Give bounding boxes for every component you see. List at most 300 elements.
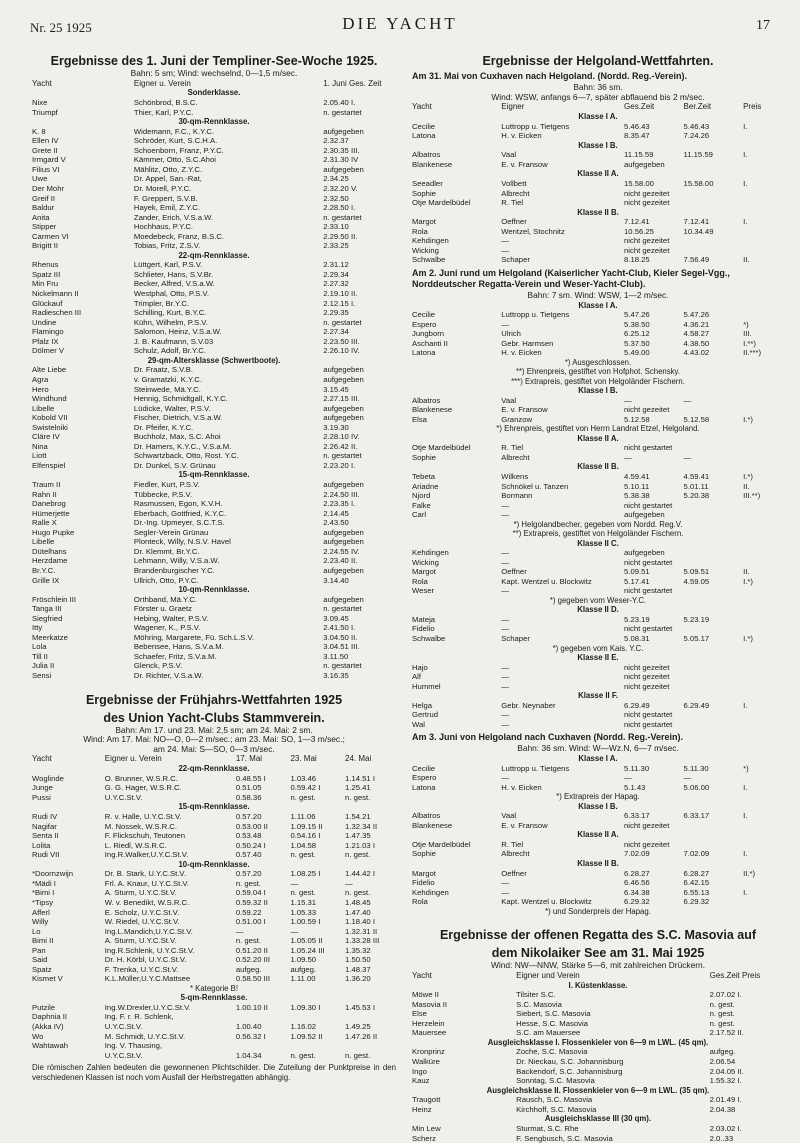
time-value: 8.18.25 <box>624 255 680 265</box>
footnote: * Kategorie B! <box>32 984 396 993</box>
yacht-name: Lo <box>32 927 105 937</box>
time-value: 3.09.45 <box>323 614 396 624</box>
time-value: 7.02.09 <box>684 849 740 859</box>
time-value: 2.17.52 II. <box>710 1028 784 1038</box>
time-value: 0.56.32 I <box>236 1032 287 1042</box>
result-row <box>412 405 784 415</box>
result-row <box>32 394 396 404</box>
time-value: nicht gezeitet <box>624 198 680 208</box>
owner-club: Tilsiter S.C. <box>516 990 702 1000</box>
magazine-title: DIE YACHT <box>30 14 770 34</box>
result-row <box>412 1076 784 1086</box>
time-value: 0.51.05 <box>236 783 287 793</box>
time-value: 1.05.24 III <box>290 946 341 956</box>
yacht-name: Senta II <box>32 831 105 841</box>
owner-club: Albrecht <box>501 849 620 859</box>
time-value: 0.59.04 I <box>236 888 287 898</box>
section-subtitle: Bahn: 36 sm. Wind: W—Wz.N, 6—7 m/sec. <box>412 744 784 754</box>
result-row <box>412 567 784 577</box>
owner-club: L. Riedl, W.S.R.C. <box>105 841 236 851</box>
owner-club: Westphal, Otto, P.S.V. <box>134 289 316 299</box>
time-value: n. gest. <box>290 850 341 860</box>
time-value: 2.29.50 II. <box>323 232 396 242</box>
owner-club: Oeffner <box>501 869 620 879</box>
owner-club: H. v. Eicken <box>501 348 620 358</box>
result-row <box>32 289 396 299</box>
result-row <box>32 671 396 681</box>
time-value: 5.1.43 <box>624 783 680 793</box>
time-value: 2.27.15 III. <box>323 394 396 404</box>
owner-club: Kirchhoff, S.C. Masovia <box>516 1105 702 1115</box>
class-heading: Klasse II B. <box>412 208 784 218</box>
class-heading: Sonderklasse. <box>32 88 396 98</box>
time-value: 7.12.41 <box>624 217 680 227</box>
yacht-name: Rola <box>412 897 501 907</box>
result-row <box>32 108 396 118</box>
result-row <box>32 537 396 547</box>
time-value: 15.58.00 <box>684 179 740 189</box>
time-value: 5.49.00 <box>624 348 680 358</box>
owner-club: Dr. H. Körbl, U.Y.C.St.V. <box>105 955 236 965</box>
time-value: aufgegeben <box>323 528 396 538</box>
yacht-name: Fröschlein III <box>32 595 127 605</box>
owner-club: Ing. V. Thausing, <box>105 1041 236 1051</box>
column-header: Ges.Zeit <box>624 102 680 112</box>
time-value: 0.57.20 <box>236 869 287 879</box>
time-value: 1.14.51 I <box>345 774 396 784</box>
yacht-name: Wo <box>32 1032 105 1042</box>
right-column <box>412 50 784 1120</box>
result-row <box>32 165 396 175</box>
time-value: nicht gestartet <box>624 558 680 568</box>
class-heading: Klasse II B. <box>412 462 784 472</box>
result-row <box>32 879 396 889</box>
yacht-name: Grille IX <box>32 576 127 586</box>
time-value: 2.32.20 V. <box>323 184 396 194</box>
yacht-name: Fidelio <box>412 624 501 634</box>
result-row <box>32 308 396 318</box>
yacht-name: Espero <box>412 320 501 330</box>
yacht-name: Dölmer V <box>32 346 127 356</box>
result-row <box>32 279 396 289</box>
time-value: n. gest. <box>345 888 396 898</box>
time-value: — <box>290 879 341 889</box>
result-row <box>32 917 396 927</box>
yacht-name: Willy <box>32 917 105 927</box>
owner-club: Schilling, Kurt, B.Y.C. <box>134 308 316 318</box>
yacht-name: Min Fru <box>32 279 127 289</box>
yacht-name: Rudi VII <box>32 850 105 860</box>
owner-club: Segler-Verein Grünau <box>134 528 316 538</box>
owner-club: Kapt. Wentzel u. Blockwitz <box>501 897 620 907</box>
owner-club: M. Schmidt, U.Y.C.St.V. <box>105 1032 236 1042</box>
time-value: 5.08.31 <box>624 634 680 644</box>
owner-club: Kapt. Wentzel u. Blockwitz <box>501 577 620 587</box>
yacht-name: Herzdame <box>32 556 127 566</box>
yacht-name: Alf <box>412 672 501 682</box>
footnote: *) gegeben vom Kais. Y.C. <box>412 644 784 653</box>
time-value: 7.56.49 <box>684 255 740 265</box>
yacht-name: Stipper <box>32 222 127 232</box>
yacht-name: Pussi <box>32 793 105 803</box>
yacht-name: Meerkatze <box>32 633 127 643</box>
time-value: 2.33.10 <box>323 222 396 232</box>
owner-club: Hennig, Schmidtgall, K.Y.C. <box>134 394 316 404</box>
result-row <box>32 385 396 395</box>
result-row <box>412 329 784 339</box>
result-row <box>32 623 396 633</box>
time-value: 3.04.51 III. <box>323 642 396 652</box>
result-row <box>32 556 396 566</box>
footnote: **) Extrapreis, gestiftet von Helgoländer Fischern. <box>412 529 784 538</box>
section-subtitle: Bahn: 36 sm. <box>412 83 784 93</box>
result-row <box>32 146 396 156</box>
result-row <box>412 888 784 898</box>
time-value: 1.09.30 I <box>290 1003 341 1013</box>
time-value: n. gestartet <box>323 604 396 614</box>
yacht-name: Rudi IV <box>32 812 105 822</box>
yacht-name: Dütelhans <box>32 547 127 557</box>
result-row <box>32 888 396 898</box>
owner-club: F. Greppert, S.V.B. <box>134 194 316 204</box>
time-value: 0.57.40 <box>236 850 287 860</box>
class-heading: 29-qm-Altersklasse (Schwertboote). <box>32 356 396 366</box>
owner-club: — <box>501 501 620 511</box>
time-value: I. <box>743 179 784 189</box>
time-value: 6.28.27 <box>624 869 680 879</box>
owner-club: Schnökel u. Tanzen <box>501 482 620 492</box>
result-row <box>412 189 784 199</box>
owner-club: Sturmat, S.C. Rhe <box>516 1124 702 1134</box>
owner-club: — <box>501 710 620 720</box>
time-value: nicht gezeitet <box>624 682 680 692</box>
owner-club: Hayek, Emil, Z.Y.C. <box>134 203 316 213</box>
owner-club: Lüdicke, Walter, P.S.V. <box>134 404 316 414</box>
time-value: 2.28.50 I. <box>323 203 396 213</box>
result-row <box>412 236 784 246</box>
time-value: 5.01.11 <box>684 482 740 492</box>
owner-club: R. v. Halle, U.Y.C.St.V. <box>105 812 236 822</box>
owner-club: Becker, Alfred, V.S.a.W. <box>134 279 316 289</box>
result-row <box>32 451 396 461</box>
time-value: aufgeg. <box>236 965 287 975</box>
time-value: — <box>684 453 740 463</box>
owner-club: E. Scholz, U.Y.C.St.V. <box>105 908 236 918</box>
result-row <box>412 160 784 170</box>
yacht-name: Traum II <box>32 480 127 490</box>
owner-club: U.Y.C.St.V. <box>105 1051 236 1061</box>
owner-club: Dr. B. Stark, U.Y.C.St.V. <box>105 869 236 879</box>
class-heading: 5-qm-Rennklasse. <box>32 993 396 1003</box>
time-value: 2.23.40 II. <box>323 556 396 566</box>
owner-club: Albrecht <box>501 453 620 463</box>
result-row <box>32 633 396 643</box>
owner-club: Trimpler, Br.Y.C. <box>134 299 316 309</box>
time-value: 7.24.26 <box>684 131 740 141</box>
time-value: 5.09.51 <box>684 567 740 577</box>
owner-club: M. Nossek, W.S.R.C. <box>105 822 236 832</box>
owner-club: — <box>501 236 620 246</box>
time-value: 2.26.42 II. <box>323 442 396 452</box>
owner-club: Siebert, S.C. Masovia <box>516 1009 702 1019</box>
result-row <box>32 241 396 251</box>
result-row <box>412 415 784 425</box>
time-value: 2.26.10 IV. <box>323 346 396 356</box>
yacht-name: Itty <box>32 623 127 633</box>
time-value: 0.59.22 <box>236 908 287 918</box>
time-value: 2.30.35 III. <box>323 146 396 156</box>
yacht-name: Siegfried <box>32 614 127 624</box>
owner-club: Ing.R.Walker,U.Y.C.St.V. <box>105 850 236 860</box>
time-value: n. gestartet <box>323 661 396 671</box>
class-heading: Klasse II A. <box>412 830 784 840</box>
result-row <box>412 1000 784 1010</box>
time-value: nicht gezeitet <box>624 236 680 246</box>
time-value: 1.03.46 <box>290 774 341 784</box>
footnote: ***) Extrapreis, gestiftet von Helgoländer Fischern. <box>412 377 784 386</box>
time-value: 1.54.21 <box>345 812 396 822</box>
time-value: 5.05.17 <box>684 634 740 644</box>
owner-club: S.C. Masovia <box>516 1000 702 1010</box>
yacht-name: Mateja <box>412 615 501 625</box>
class-heading: Klasse II D. <box>412 605 784 615</box>
yacht-name: Heinz <box>412 1105 509 1115</box>
yacht-name: Julia II <box>32 661 127 671</box>
time-value: 0.58.50 III <box>236 974 287 984</box>
yacht-name: Nagifar <box>32 822 105 832</box>
time-value: 1.50.50 <box>345 955 396 965</box>
yacht-name: *Bimi I <box>32 888 105 898</box>
result-row <box>32 127 396 137</box>
time-value: 6.25.12 <box>624 329 680 339</box>
yacht-name: Aschanti II <box>412 339 501 349</box>
time-value: 5.23.19 <box>684 615 740 625</box>
result-row <box>32 404 396 414</box>
time-value: 5.23.19 <box>624 615 680 625</box>
owner-club: Frl. A. Knaur, U.Y.C.St.V. <box>105 879 236 889</box>
issue-number: Nr. 25 1925 <box>30 20 92 36</box>
time-value: 2.07.02 I. <box>710 990 784 1000</box>
time-value: I. <box>743 150 784 160</box>
owner-club: F. Flickschuh, Teutonen <box>105 831 236 841</box>
time-value: 0.59.42 I <box>290 783 341 793</box>
owner-club: Granzow <box>501 415 620 425</box>
owner-club: Wentzel, Stochnitz <box>501 227 620 237</box>
result-row <box>32 490 396 500</box>
result-row <box>32 927 396 937</box>
time-value: 5.06.00 <box>684 783 740 793</box>
owner-club: Salomon, Heinz, V.S.a.W. <box>134 327 316 337</box>
owner-club: Dr. Richter, V.S.a.W. <box>134 671 316 681</box>
section-title: Ergebnisse der offenen Regatta des S.C. Masovia auf <box>412 928 784 942</box>
result-row <box>412 1019 784 1029</box>
yacht-name: Falke <box>412 501 501 511</box>
section-subtitle: Wind: Am 17. Mai: NO—O, 0—2 m/sec.; am 23. Mai: SO, 1—3 m/sec.; <box>32 735 396 745</box>
class-heading: Klasse II A. <box>412 434 784 444</box>
result-row <box>32 260 396 270</box>
column-header: 17. Mai <box>236 754 287 764</box>
time-value: 5.17.41 <box>624 577 680 587</box>
time-value: n. gest. <box>290 793 341 803</box>
owner-club: Fiedler, Kurt, P.S.V. <box>134 480 316 490</box>
yacht-name: Filius VI <box>32 165 127 175</box>
yacht-name: Rhenus <box>32 260 127 270</box>
result-row <box>412 443 784 453</box>
time-value: nicht gezeitet <box>624 672 680 682</box>
result-row <box>412 764 784 774</box>
time-value: aufgegeben <box>323 375 396 385</box>
yacht-name: *Tipsy <box>32 898 105 908</box>
owner-club: Schönbrod, B.S.C. <box>134 98 316 108</box>
owner-club: Ing.W.Drexler,U.Y.C.St.V. <box>105 1003 236 1013</box>
footnote: *) gegeben vom Weser-Y.C. <box>412 596 784 605</box>
yacht-name: Traugott <box>412 1095 509 1105</box>
yacht-name: Jungborn <box>412 329 501 339</box>
owner-club: — <box>501 615 620 625</box>
time-value: 2.43.50 <box>323 518 396 528</box>
yacht-name: Herzelein <box>412 1019 509 1029</box>
owner-club: E. v. Fransow <box>501 405 620 415</box>
yacht-name: Anita <box>32 213 127 223</box>
time-value: 8.35.47 <box>624 131 680 141</box>
yacht-name: Spatz <box>32 965 105 975</box>
result-row <box>32 974 396 984</box>
yacht-name: Swistelniki <box>32 423 127 433</box>
owner-club: Backendorf, S.C. Johannisburg <box>516 1067 702 1077</box>
section-gap <box>412 916 784 924</box>
time-value: 0.58.36 <box>236 793 287 803</box>
time-value: 2.14.45 <box>323 509 396 519</box>
result-row <box>412 510 784 520</box>
time-value: III.**) <box>743 491 784 501</box>
owner-club: — <box>501 558 620 568</box>
time-value: 1.05.33 <box>290 908 341 918</box>
yacht-name: Scherz <box>412 1134 509 1143</box>
result-row <box>412 849 784 859</box>
time-value: 1.33.28 III <box>345 936 396 946</box>
owner-club: Dr. Morell, P.Y.C. <box>134 184 316 194</box>
result-row <box>32 661 396 671</box>
time-value: II. <box>743 567 784 577</box>
time-value: I. <box>743 849 784 859</box>
owner-club: Glenck, P.S.V. <box>134 661 316 671</box>
result-row <box>32 337 396 347</box>
yacht-name: Hajo <box>412 663 501 673</box>
class-heading: Ausgleichsklasse III (30 qm). <box>412 1114 784 1124</box>
page-number: 17 <box>756 18 770 34</box>
footnote: *) Extrapreis der Hapag. <box>412 792 784 801</box>
owner-club: — <box>501 878 620 888</box>
yacht-name: Pan <box>32 946 105 956</box>
column-header: Eigner <box>501 102 620 112</box>
owner-club: Luttropp u. Tietgens <box>501 122 620 132</box>
time-value: 10.34.49 <box>684 227 740 237</box>
time-value: 1.44.42 I <box>345 869 396 879</box>
owner-club: Ulrich <box>501 329 620 339</box>
time-value: I. <box>743 217 784 227</box>
yacht-name: Carl <box>412 510 501 520</box>
time-value: 4.58.27 <box>684 329 740 339</box>
yacht-name: Alte Liebe <box>32 365 127 375</box>
result-row <box>32 270 396 280</box>
time-value: 6.46.56 <box>624 878 680 888</box>
result-row <box>412 501 784 511</box>
yacht-name: Irmgard V <box>32 155 127 165</box>
section-title: des Union Yacht-Clubs Stammverein. <box>32 711 396 725</box>
class-heading: Klasse I B. <box>412 141 784 151</box>
owner-club: O. Brunner, W.S.R.C. <box>105 774 236 784</box>
owner-club: Steinwede, Mä.Y.C. <box>134 385 316 395</box>
owner-club: Ing. F. r. R. Schlenk, <box>105 1012 236 1022</box>
time-value: 1.21.03 I <box>345 841 396 851</box>
section-gap <box>32 681 396 689</box>
time-value: 7.12.41 <box>684 217 740 227</box>
owner-club: J. B. Kaufmann, S.V.03 <box>134 337 316 347</box>
yacht-name: Mauersee <box>412 1028 509 1038</box>
time-value: aufgegeben <box>323 404 396 414</box>
yacht-name: Brigitt II <box>32 241 127 251</box>
time-value: nicht gestartet <box>624 501 680 511</box>
owner-club: Dr. Nieckau, S.C. Johannisburg <box>516 1057 702 1067</box>
yacht-name: Lolita <box>32 841 105 851</box>
time-value: n. gest. <box>290 888 341 898</box>
yacht-name: Blankenese <box>412 160 501 170</box>
time-value: 5.12.58 <box>624 415 680 425</box>
time-value: aufgegeben <box>323 413 396 423</box>
yacht-name: Agra <box>32 375 127 385</box>
class-heading: I. Küstenklasse. <box>412 981 784 991</box>
owner-club: Buchholz, Max, S.C. Ahoi <box>134 432 316 442</box>
time-value: 2.32.37 <box>323 136 396 146</box>
column-header: Yacht <box>412 971 509 981</box>
result-row <box>32 1051 396 1061</box>
owner-club: Oeffner <box>501 567 620 577</box>
result-row <box>32 604 396 614</box>
yacht-name: Liott <box>32 451 127 461</box>
time-value: I.*) <box>743 415 784 425</box>
time-value: 1.11.06 <box>290 812 341 822</box>
time-value: 5.20.38 <box>684 491 740 501</box>
yacht-name: Junge <box>32 783 105 793</box>
yacht-name: Der Mohr <box>32 184 127 194</box>
yacht-name: (Akka IV) <box>32 1022 105 1032</box>
time-value: 1.32.34 II <box>345 822 396 832</box>
owner-club: Rausch, S.C. Masovia <box>516 1095 702 1105</box>
result-row <box>32 822 396 832</box>
time-value: n. gestartet <box>323 213 396 223</box>
owner-club: Dr. Dunkel, S.V. Grünau <box>134 461 316 471</box>
yacht-name: Putzile <box>32 1003 105 1013</box>
time-value: — <box>624 773 680 783</box>
time-value: nicht gezeitet <box>624 663 680 673</box>
time-value: 1.25.41 <box>345 783 396 793</box>
column-header: 23. Mai <box>290 754 341 764</box>
result-row <box>412 558 784 568</box>
yacht-name: Otje Mardelbüdel <box>412 443 501 453</box>
result-row <box>32 98 396 108</box>
column-header: Yacht <box>32 79 127 89</box>
time-value: I.*) <box>743 634 784 644</box>
yacht-name: Wahtawah <box>32 1041 105 1051</box>
yacht-name: Carmen VI <box>32 232 127 242</box>
owner-club: Dr. Pfeifer, K.Y.C. <box>134 423 316 433</box>
owner-club: — <box>501 672 620 682</box>
yacht-name: Grete II <box>32 146 127 156</box>
owner-club: R. Tiel <box>501 443 620 453</box>
yacht-name: Lola <box>32 642 127 652</box>
result-row <box>32 184 396 194</box>
time-value: 0.50.24 I <box>236 841 287 851</box>
